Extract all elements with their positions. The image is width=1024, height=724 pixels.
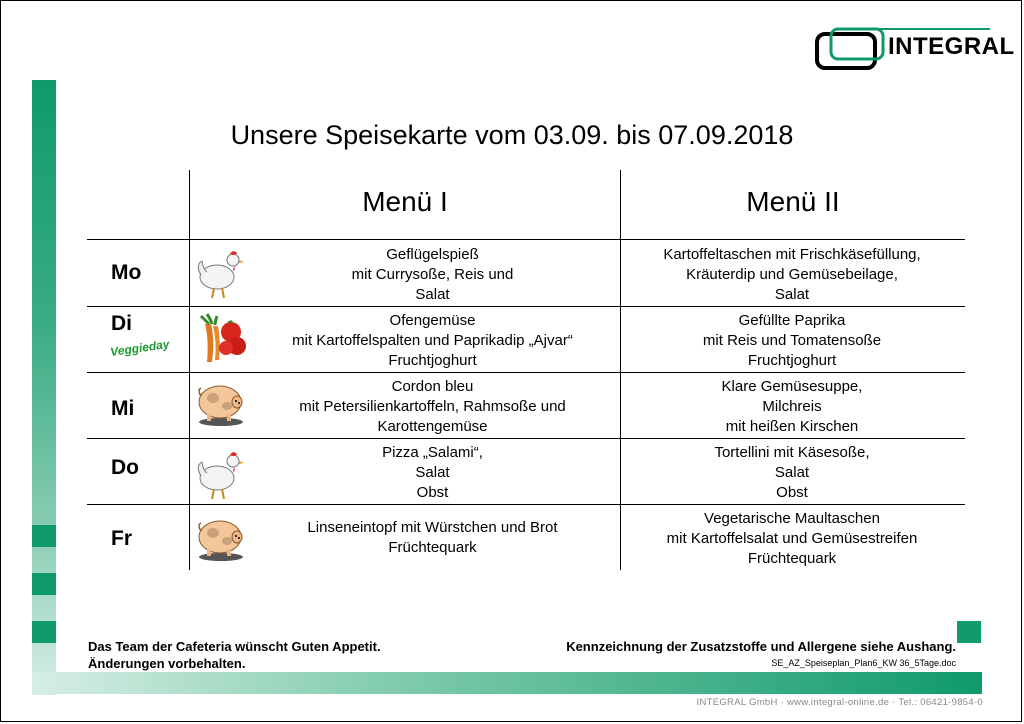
dish-line: Obst [416, 484, 449, 501]
menu1-cell [250, 443, 615, 503]
menu2-header: Menü II [746, 186, 840, 217]
decor-square [32, 573, 56, 595]
dish-line: Früchtequark [747, 550, 837, 567]
chicken-icon [193, 245, 249, 301]
menu1-cell [250, 245, 615, 305]
footer-greeting [88, 638, 381, 672]
dish-line: Milchreis [762, 398, 822, 415]
dish-line: mit Kartoffelspalten und Paprikadip „Ajvar“ [292, 332, 573, 349]
decor-square [32, 525, 56, 547]
dish-line: Tortellini mit Käsesoße, [714, 444, 870, 461]
dish-line: Fruchtjoghurt [388, 352, 477, 369]
day-label: Mo [111, 261, 142, 284]
dish-line: mit Petersilienkartoffeln, Rahmsoße und [299, 398, 566, 415]
decor-square [32, 621, 56, 643]
menu2-cell [622, 443, 962, 503]
dish-line: Pizza „Salami“, [382, 444, 483, 461]
dish-line: Gefüllte Paprika [738, 312, 846, 329]
decor-square [957, 621, 981, 643]
left-decor-bar [32, 80, 56, 695]
day-label: Fr [111, 527, 132, 550]
company-info: INTEGRAL GmbH · www.integral-online.de · Tel.: 06421-9854-0 [696, 697, 983, 708]
day-label: Do [111, 456, 139, 479]
grid-line [620, 170, 621, 570]
dish-line: Salat [415, 286, 450, 303]
footer-line: Das Team der Cafeteria wünscht Guten Appetit. [88, 639, 381, 654]
dish-line: mit Reis und Tomatensoße [702, 332, 882, 349]
menu2-cell [622, 377, 962, 437]
menu2-cell [622, 509, 962, 569]
day-label: Mi [111, 397, 135, 420]
dish-line: Salat [415, 464, 450, 481]
vegetables-icon [193, 310, 249, 366]
dish-line: Karottengemüse [377, 418, 488, 435]
menu1-header: Menü I [362, 186, 448, 217]
file-name: SE_AZ_Speiseplan_Plan6_KW 36_5Tage.doc [771, 658, 956, 668]
dish-line: mit heißen Kirschen [725, 418, 859, 435]
chicken-icon [193, 446, 249, 502]
pig-icon [193, 376, 249, 432]
dish-line: Obst [776, 484, 808, 501]
veggieday-badge: Veggieday [109, 336, 171, 360]
footer-line: Änderungen vorbehalten. [88, 656, 246, 671]
day-label: Di [111, 312, 132, 335]
bottom-decor-bar [32, 672, 982, 694]
dish-line: Geflügelspieß [386, 246, 479, 263]
dish-line: Kartoffeltaschen mit Frischkäsefüllung, [663, 246, 921, 263]
allergen-note: Kennzeichnung der Zusatzstoffe und Allergene siehe Aushang. [566, 639, 956, 654]
grid-line [189, 170, 190, 570]
dish-line: mit Kartoffelsalat und Gemüsestreifen [666, 530, 918, 547]
menu1-cell [250, 311, 615, 371]
menu2-cell [622, 245, 962, 305]
dish-line: Früchtequark [388, 539, 477, 556]
dish-line: Linseneintopf mit Würstchen und Brot [307, 519, 558, 536]
dish-line: Salat [774, 286, 810, 303]
pig-icon [193, 511, 249, 567]
menu1-cell [250, 518, 615, 558]
dish-line: Ofengemüse [389, 312, 476, 329]
grid-line [87, 372, 965, 373]
dish-line: Kräuterdip und Gemüsebeilage, [686, 266, 898, 283]
dish-line: Klare Gemüsesuppe, [721, 378, 863, 395]
dish-line: Salat [774, 464, 810, 481]
menu2-cell [622, 311, 962, 371]
dish-line: Vegetarische Maultaschen [704, 510, 880, 527]
grid-line [87, 306, 965, 307]
page-title: Unsere Speisekarte vom 03.09. bis 07.09.2018 [230, 120, 794, 150]
grid-line [87, 239, 965, 240]
dish-line: Fruchtjoghurt [747, 352, 837, 369]
logo-text: INTEGRAL [888, 33, 1015, 60]
grid-line [87, 504, 965, 505]
dish-line: mit Currysoße, Reis und [351, 266, 514, 283]
grid-line [87, 438, 965, 439]
dish-line: Cordon bleu [391, 378, 474, 395]
menu1-cell [250, 377, 615, 437]
